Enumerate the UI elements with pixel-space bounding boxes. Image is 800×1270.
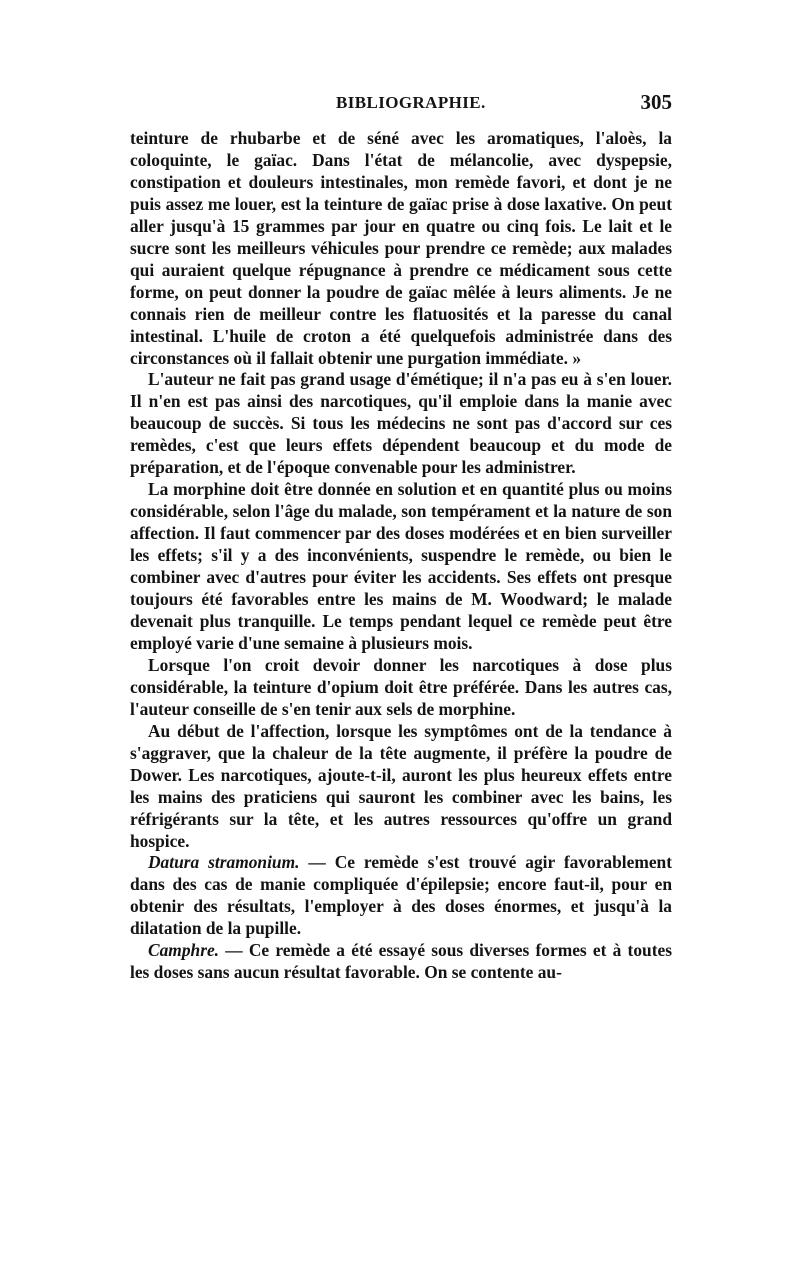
paragraph <box>130 721 672 853</box>
paragraph <box>130 369 672 479</box>
page-header <box>130 88 672 128</box>
paragraph-text: Lorsque l'on croit devoir donner les narcotiques à dose plus considérable, la teinture d'opium doit être préférée. Dans les autres cas, l'auteur conseille de s'en tenir aux sels de morphine. <box>130 654 672 719</box>
page-number: 305 <box>640 90 672 114</box>
paragraph-lead-term: Datura stramonium. <box>148 852 300 873</box>
paragraph-text: Au début de l'affection, lorsque les symptômes ont de la tendance à s'aggraver, que la chaleur de la tête augmente, il préfère la poudre de Dower. Les narcotiques, ajoute-t-il, auront les plus heureux effets entre les mains des praticiens qui sauront les combiner avec les bains, les réfrigérants sur la tête, et les autres ressources qu'offre un grand hospice. <box>130 720 672 851</box>
book-page <box>130 88 672 984</box>
paragraph-text: La morphine doit être donnée en solution et en quantité plus ou moins considérable, selon l'âge du malade, son tempérament et la nature de son affection. Il faut commencer par des doses modérées et en bien surveiller les effets; s'il y a des inconvénients, suspendre le remède, ou bien le combiner avec d'autres pour éviter les accidents. Ses effets ont presque toujours été favorables entre les mains de M. Woodward; le malade devenait plus tranquille. Le temps pendant lequel ce remède peut être employé varie d'une semaine à plusieurs mois. <box>130 479 672 653</box>
paragraph-text: L'auteur ne fait pas grand usage d'émétique; il n'a pas eu à s'en louer. Il n'en est pas ainsi des narcotiques, qu'il emploie dans la manie avec beaucoup de succès. Si tous les médecins ne sont pas d'accord sur ces remèdes, c'est que leurs effets dépendent beaucoup et du mode de préparation, et de l'époque convenable pour les administrer. <box>130 369 672 478</box>
paragraph <box>130 940 672 984</box>
paragraph-text: — Ce remède a été essayé sous diverses formes et à toutes les doses sans aucun résultat favorable. On se contente au- <box>130 940 672 983</box>
paragraph <box>130 655 672 721</box>
paragraph-text: teinture de rhubarbe et de séné avec les aromatiques, l'aloès, la coloquinte, le gaïac. Dans l'état de mélancolie, avec dyspepsie, constipation et douleurs intestinales, mon remède favori, et dont je ne puis assez me louer, est la teinture de gaïac prise à dose laxative. On peut aller jusqu'à 15 grammes par jour en quatre ou cinq fois. Le lait et le sucre sont les meilleurs véhicules pour prendre ce remède; aux malades qui auraient quelque répugnance à prendre ce médicament sous cette forme, on peut donner la poudre de gaïac mêlée à leurs aliments. Je ne connais rien de meilleur contre les flatuosités et la paresse du canal intestinal. L'huile de croton a été quelquefois administrée dans des circonstances où il fallait obtenir une purgation immédiate. » <box>130 128 672 368</box>
paragraph-lead-term: Camphre. <box>148 940 220 961</box>
paragraph <box>130 479 672 655</box>
body-text <box>130 128 672 984</box>
paragraph <box>130 128 672 369</box>
paragraph-text: — Ce remède s'est trouvé agir favorablement dans des cas de manie compliquée d'épilepsie; encore faut-il, pour en obtenir des résultats, l'employer à des doses énormes, et jusqu'à la dilatation de la pupille. <box>130 852 673 939</box>
paragraph <box>130 852 672 940</box>
running-title: BIBLIOGRAPHIE. <box>336 93 486 112</box>
